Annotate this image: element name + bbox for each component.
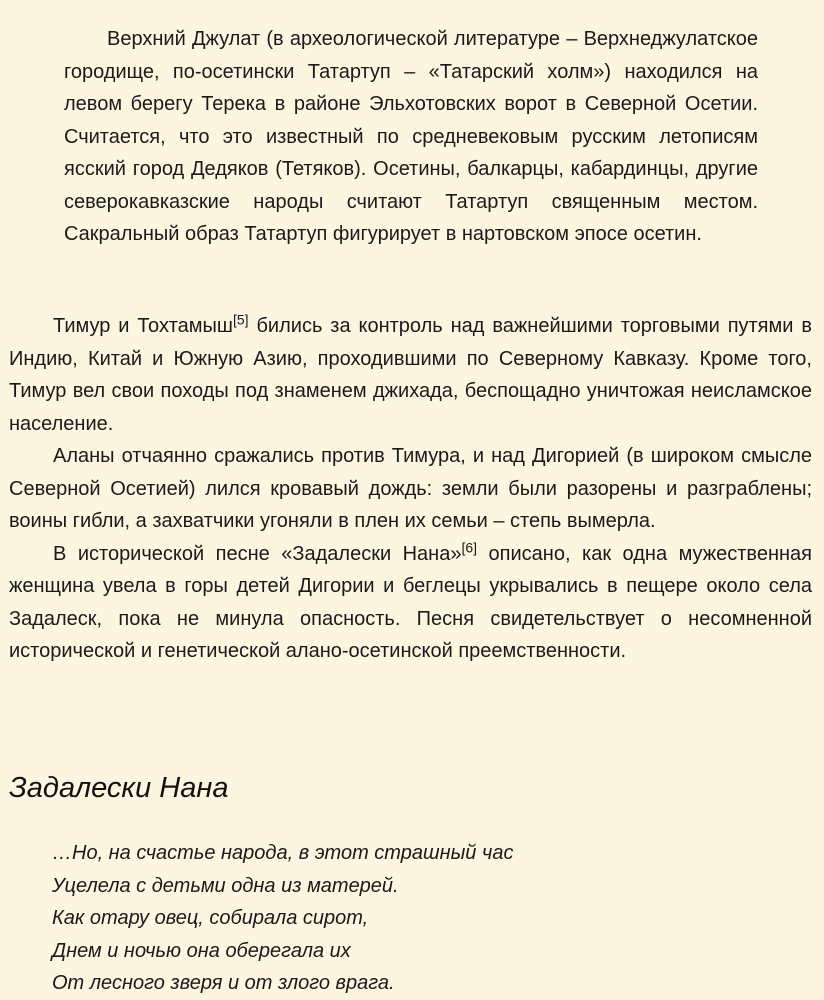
blockquote (64, 23, 758, 251)
footnote-link-6[interactable]: [6] (461, 538, 478, 555)
poem-line: Днем и ночью она оберегала их (52, 939, 351, 962)
blockquote-text: Верхний Джулат (в археологической литературе – Верхнеджулатское городище, по-осетински Татартуп – «Татарский холм») находился на левом берегу Терека в районе Эльхотовских ворот в Северной Осетии. Считается, что это известный по средневековым русским летописям ясский город Дедяков (Тетяков). Осетины, балкарцы, кабардинцы, другие северокавказские народы считают Татартуп священным местом. Сакральный образ Татартуп фигурирует в нартовском эпосе осетин. (64, 28, 758, 245)
paragraph-song (9, 538, 812, 668)
poem-verse (52, 837, 792, 1000)
poem-line: Как отару овец, собирала сирот, (52, 907, 369, 929)
poem-line: От лесного зверя и от злого врага. (52, 972, 395, 994)
paragraph-text: описано, как одна мужественная женщина увела в горы детей Дигории и беглецы укрывались в пещере около села Задалеск, пока не минула опасность. Песня свидетельствует о несомненной исторической и генетической алано-осетинской преемственности. (9, 542, 812, 662)
paragraph-text: бились за контроль над важнейшими торговыми путями в Индию, Китай и Южную Азию, проходившими по Северному Кавказу. Кроме того, Тимур вел свои походы под знаменем джихада, беспощадно уничтожая неисламское население. (9, 315, 812, 435)
footnote-link-5[interactable]: [5] (232, 311, 249, 328)
poem-title: Задалески Нана (9, 772, 229, 804)
paragraph-text: Тимур и Тохтамыш (53, 315, 233, 337)
poem-line: Уцелела с детьми одна из матерей. (52, 874, 399, 897)
paragraph-alans: Аланы отчаянно сражались против Тимура, и над Дигорией (в широком смысле Северной Осетией) лился кровавый дождь: земли были разорены и разграблены; воины гибли, а захватчики угоняли в плен их семьи – степь вымерла. (9, 445, 812, 532)
poem-line: …Но, на счастье народа, в этот страшный час (52, 842, 514, 864)
article-body (9, 310, 812, 668)
paragraph-text: В исторической песне «Задалески Нана» (53, 542, 462, 565)
paragraph-timur-tokhtamysh (9, 310, 812, 440)
